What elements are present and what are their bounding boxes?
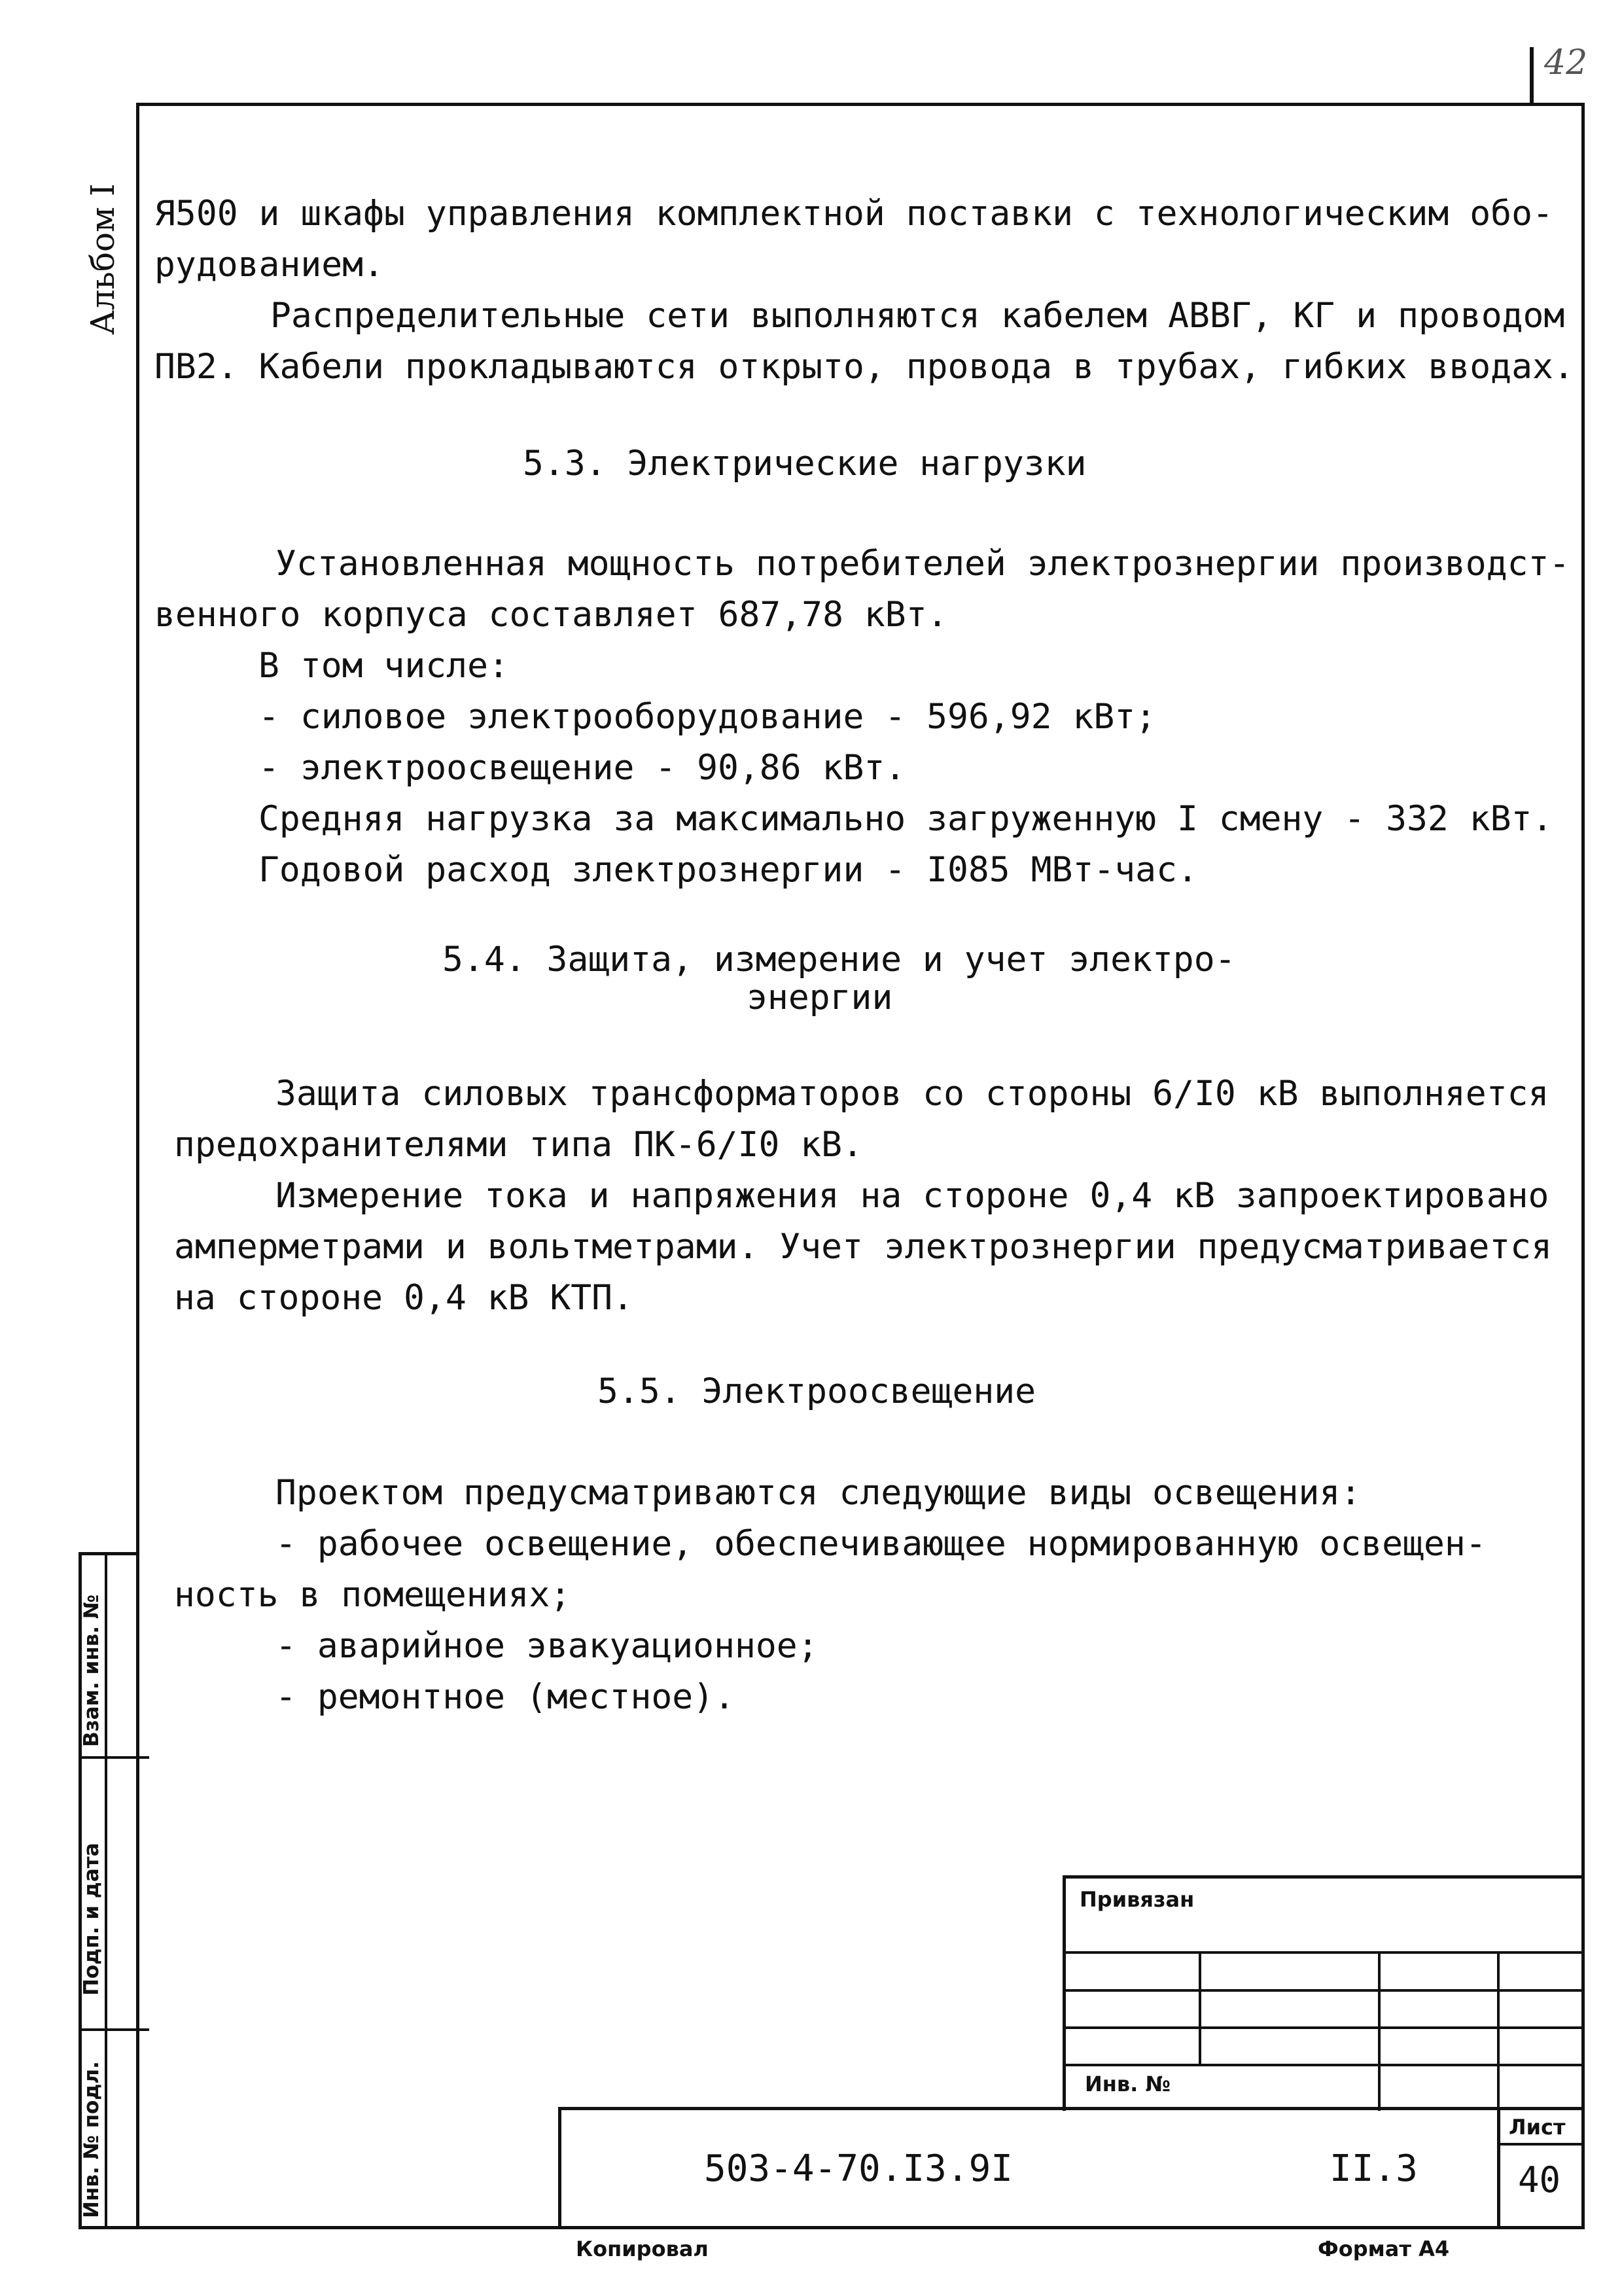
title-block-row-line [1063,2026,1585,2029]
inv-no-label: Инв. № [1085,2072,1171,2096]
side-stamp-divider [79,1756,136,1759]
title-block-row-line [1063,1951,1585,1954]
title-block-col-line [1199,1951,1201,2064]
loads-line: Установленная мощность потребителей электрознергии производст- [275,544,1570,584]
para1-line: рудованием. [154,245,384,285]
loads-line: - электроосвещение - 90,86 кВт. [258,748,906,788]
title-block-row-line [1063,1989,1585,1992]
para1-line: ПВ2. Кабели прокладываются открыто, провода в трубах, гибких вводах. [154,347,1574,387]
loads-line: - силовое электрооборудование - 596,92 кВт; [258,697,1157,737]
protection-line: на стороне 0,4 кВ КТП. [174,1278,633,1318]
stamp-podp-data: Подп. и дата [80,1843,103,1996]
loads-line: венного корпуса составляет 687,78 кВт. [154,595,948,635]
protection-line: амперметрами и вольтметрами. Учет электрознергии предусматривается [174,1227,1552,1267]
page-number-mark [1530,47,1534,106]
footer-format: Формат А4 [1318,2236,1450,2261]
sheet-cell-divider [1497,2143,1585,2146]
stamp-inv-podl: Инв. № подл. [80,2061,103,2218]
title-block-row-line [1063,2064,1585,2066]
loads-line: В том числе: [258,646,509,686]
section-number: II.3 [1330,2147,1418,2190]
lighting-line: - ремонтное (местное). [275,1677,735,1717]
page-number-handwritten: 42 [1544,43,1588,82]
sheet-label: Лист [1509,2115,1566,2140]
side-stamp-divider [79,2028,149,2031]
side-stamp-inner-line [105,1552,107,2229]
heading-5-4-line2: энергии [747,978,893,1017]
protection-line: предохранителями типа ПК-6/I0 кВ. [174,1125,863,1165]
para1-line: Распределительные сети выполняются кабелем АВВГ, КГ и проводом [270,296,1565,336]
stamp-vzam-inv: Взам. инв. № [80,1594,103,1747]
heading-5-5: 5.5. Электроосвещение [597,1371,1036,1411]
sheet-number: 40 [1518,2159,1561,2200]
protection-line: Защита силовых трансформаторов со стороны 6/I0 кВ выполняется [275,1074,1549,1114]
para1-line: Я500 и шкафы управления комплектной поставки с технологическим обо- [154,194,1553,234]
lighting-line: - аварийное эвакуационное; [275,1626,819,1666]
heading-5-4-line1: 5.4. Защита, измерение и учет электро- [442,940,1236,980]
lighting-line: ность в помещениях; [174,1575,571,1615]
lighting-line: - рабочее освещение, обеспечивающее нормированную освещен- [275,1524,1487,1564]
heading-5-3: 5.3. Электрические нагрузки [523,444,1087,484]
document-code: 503-4-70.I3.9I [704,2147,1014,2190]
protection-line: Измерение тока и напряжения на стороне 0,4 кВ запроектировано [275,1176,1549,1216]
title-block-col-line [1497,1951,1500,2111]
lighting-line: Проектом предусматриваются следующие виды освещения: [275,1473,1362,1513]
album-label: Альбом I [84,183,122,335]
loads-line: Годовой расход злектрознергии - I085 МВт-час. [258,850,1198,890]
footer-copied: Копировал [576,2236,709,2261]
title-block-col-line [1378,1951,1381,2111]
privyazan-label: Привязан [1080,1887,1195,1912]
loads-line: Средняя нагрузка за максимально загруженную I смену - 332 кВт. [258,799,1553,839]
